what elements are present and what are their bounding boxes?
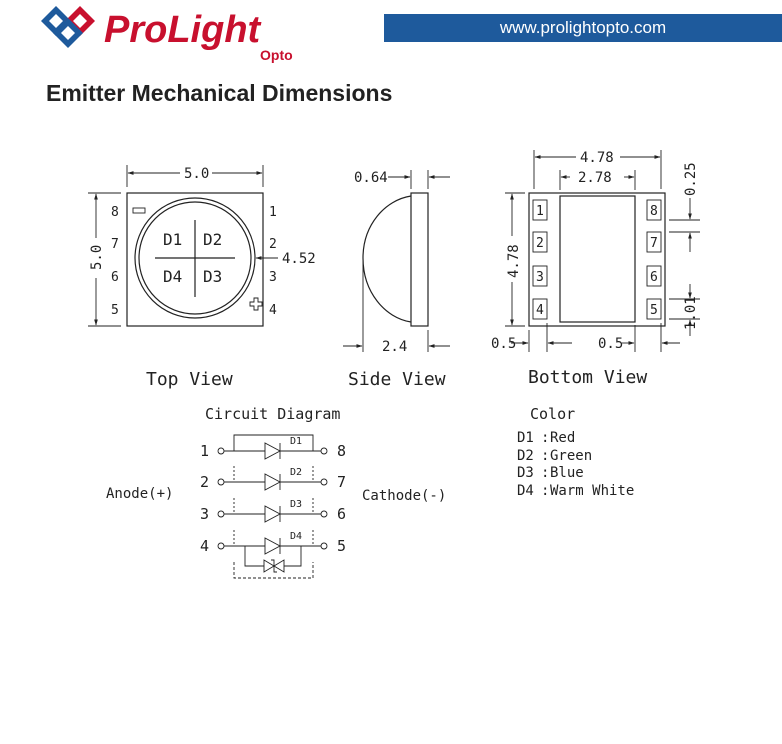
logo-text: ProLight: [104, 9, 261, 51]
bottom-outer-dim: 4.78: [580, 150, 614, 166]
bottom-pad-dim: 1.01: [683, 296, 699, 330]
circuit-pin-2: 2: [200, 473, 210, 491]
bottom-pad-7: 7: [650, 236, 658, 251]
top-view-anode-mark: [250, 298, 262, 310]
color-d1-die: D1: [517, 430, 534, 446]
led-d2-icon: [265, 474, 280, 490]
logo-sub-text: Opto: [260, 47, 293, 63]
side-height-dim: 2.4: [382, 339, 408, 355]
circuit-die-d1: D1: [290, 436, 303, 447]
circuit-die-d2: D2: [290, 467, 303, 478]
bottom-pad-8: 8: [650, 204, 658, 219]
top-width-dim: 5.0: [184, 166, 210, 182]
top-pin-8: 8: [111, 205, 119, 220]
cathode-label: Cathode(-): [362, 488, 447, 504]
circuit-pin-5: 5: [337, 537, 347, 555]
side-view-substrate: [411, 193, 428, 326]
die-label-d4: D4: [163, 267, 183, 286]
circuit-pin-1: 1: [200, 442, 210, 460]
circuit-pin-7: 7: [337, 473, 347, 491]
bottom-pad-3: 3: [536, 270, 544, 285]
bottom-left-margin-dim: 0.5: [491, 336, 517, 352]
top-view-caption: Top View: [146, 369, 233, 390]
side-view-dome: [363, 196, 411, 322]
color-d4-die: D4: [517, 483, 534, 499]
top-pin-5: 5: [111, 303, 119, 318]
color-d2-name: Green: [550, 448, 593, 464]
side-view: [343, 170, 450, 390]
circuit-pin-6: 6: [337, 505, 347, 523]
top-pin-6: 6: [111, 270, 119, 285]
top-view: [88, 165, 316, 390]
die-label-d1: D1: [163, 230, 183, 249]
esd-zener-icon: [264, 560, 284, 572]
bottom-view-thermal-pad: [560, 196, 635, 322]
circuit-pin-8: 8: [337, 442, 347, 460]
bottom-gap-dim: 0.25: [683, 162, 699, 196]
circuit-pin-3: 3: [200, 505, 210, 523]
led-d4-icon: [265, 538, 280, 554]
bottom-pad-2: 2: [536, 236, 544, 251]
bottom-pad-6: 6: [650, 270, 658, 285]
top-pin-1: 1: [269, 205, 277, 220]
anode-label: Anode(+): [106, 486, 174, 502]
top-view-cathode-mark: [133, 208, 145, 213]
color-d2-die: D2: [517, 448, 534, 464]
die-label-d3: D3: [203, 267, 223, 286]
top-pin-7: 7: [111, 237, 119, 252]
top-height-dim: 5.0: [89, 244, 105, 270]
bottom-view-caption: Bottom View: [528, 367, 648, 388]
circuit-pin-4: 4: [200, 537, 210, 555]
bottom-view-body: [529, 193, 665, 326]
top-pin-3: 3: [269, 270, 277, 285]
color-d3-name: Blue: [550, 465, 584, 481]
top-pin-4: 4: [269, 303, 277, 318]
top-lens-dim: 4.52: [282, 251, 316, 267]
color-d1-name: Red: [550, 430, 576, 446]
bottom-pad-4: 4: [536, 303, 544, 318]
side-view-caption: Side View: [348, 369, 446, 390]
color-legend-title: Color: [530, 405, 576, 423]
color-d2-sep: :: [541, 448, 550, 464]
led-d1-icon: [265, 443, 280, 459]
color-d4-name: Warm White: [550, 483, 635, 499]
bottom-inner-dim: 2.78: [578, 170, 612, 186]
led-d3-icon: [265, 506, 280, 522]
circuit-title: Circuit Diagram: [205, 405, 341, 423]
die-label-d2: D2: [203, 230, 223, 249]
color-d3-die: D3: [517, 465, 534, 481]
top-pin-2: 2: [269, 237, 277, 252]
circuit-diagram: [106, 405, 446, 578]
color-legend: [517, 405, 634, 499]
side-thickness-dim: 0.64: [354, 170, 388, 186]
website-url-bar[interactable]: www.prolightopto.com: [384, 14, 782, 42]
color-d1-sep: :: [541, 430, 550, 446]
circuit-die-d3: D3: [290, 499, 303, 510]
color-d3-sep: :: [541, 465, 550, 481]
bottom-pad-5: 5: [650, 303, 658, 318]
bottom-pad-1: 1: [536, 204, 544, 219]
bottom-height-dim: 4.78: [506, 244, 522, 278]
page-title: Emitter Mechanical Dimensions: [46, 80, 393, 106]
circuit-die-d4: D4: [290, 531, 303, 542]
bottom-pad-gap-dim: 0.5: [598, 336, 624, 352]
bottom-view: [491, 150, 700, 388]
color-d4-sep: :: [541, 483, 550, 499]
